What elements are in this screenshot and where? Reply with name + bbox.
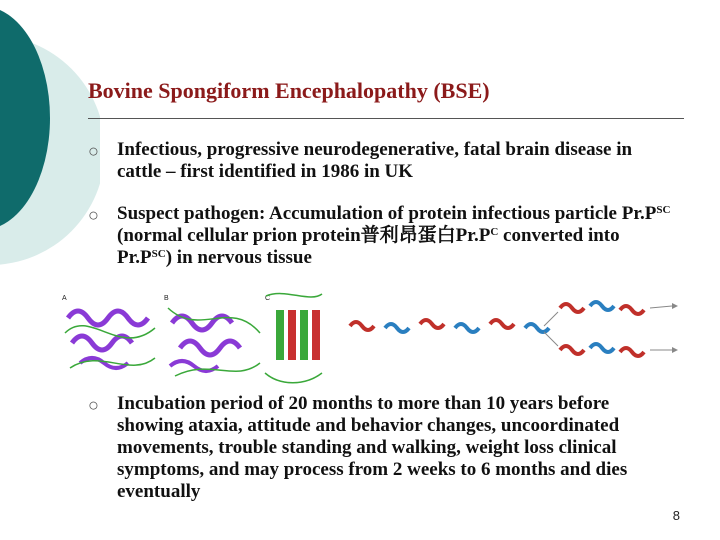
panel-label-b: B (164, 295, 169, 302)
panel-label-a: A (62, 295, 67, 302)
bullet-3-text: Incubation period of 20 months to more than 10 years before showing ataxia, attitude and behavior changes, uncoordinated movements, trouble standing and walking, weight loss clinical symptoms, and may process from 2 weeks to 6 months and dies eventually (117, 393, 628, 502)
prion-structure-a (60, 290, 160, 378)
bullet-marker: ○ (88, 395, 99, 415)
decorative-teal-shapes (0, 0, 100, 300)
title-divider (88, 118, 684, 119)
bullet-1-text: Infectious, progressive neurodegenerative, fatal brain disease in cattle – first identified in 1986 in UK (117, 139, 633, 182)
prion-aggregation-diagram (350, 302, 678, 356)
page-number: 8 (672, 508, 680, 523)
bullet-marker: ○ (88, 141, 99, 161)
bullet-marker: ○ (88, 205, 99, 225)
prion-protein-figure (60, 288, 680, 388)
prion-beta-sheet-c (265, 294, 322, 383)
prion-structure-b (164, 295, 260, 376)
slide-title: Bovine Spongiform Encephalopathy (BSE) (88, 78, 490, 103)
bullet-2-text: Suspect pathogen: Accumulation of protein infectious particle $Pr.P^{SC}$ (normal cellular prion protein普利昂蛋白$Pr.P^C$ converted into $Pr.P^{SC}$) in nervous tissue (117, 203, 671, 268)
panel-label-c: C (265, 295, 271, 302)
